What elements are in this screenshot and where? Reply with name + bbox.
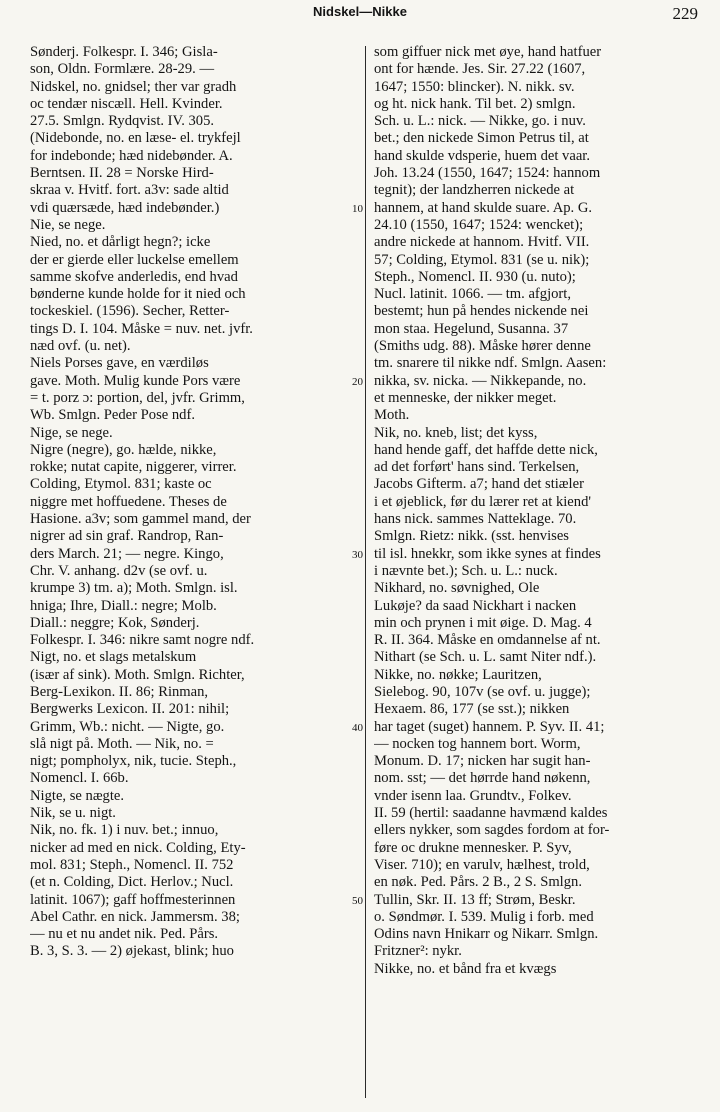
text-line: Nik, no. fk. 1) i nuv. bet.; innuo, (30, 822, 219, 839)
text-line: Nikke, no. nøkke; Lauritzen, (374, 666, 542, 683)
text-line: ders March. 21; — negre. Kingo, (30, 545, 224, 562)
page-number: 229 (672, 4, 698, 23)
text-line: skraa v. Hvitf. fort. a3v: sade altid (30, 182, 229, 199)
text-line: son, Oldn. Formlære. 28-29. — (30, 61, 215, 78)
text-line: for indebonde; hæd nidebønder. A. (30, 147, 233, 164)
text-line: Fritzner²: nykr. (374, 943, 462, 960)
text-line: hannem, at hand skulde suare. Ap. G. (374, 199, 593, 216)
text-line: i et øjeblick, før du lærer ret at kiend' (374, 493, 592, 510)
text-line: nicker ad med en nick. Colding, Ety- (30, 839, 246, 856)
line-number: 50 (352, 894, 363, 907)
text-line: et menneske, der nikker meget. (374, 389, 557, 406)
text-line: som giffuer nick met øye, hand hatfuer (374, 44, 602, 60)
text-line: slå nigt på. Moth. — Nik, no. = (30, 735, 214, 752)
line-number: 40 (352, 721, 363, 734)
text-line: Nucl. latinit. 1066. — tm. afgjort, (374, 286, 571, 303)
text-line: Diall.: neggre; Kok, Sønderj. (30, 614, 200, 631)
text-line: Nige, se nege. (30, 424, 113, 441)
text-line: der er gierde eller luckelse emellem (30, 251, 239, 268)
text-line: vdi quærsæde, hæd indebønder.) (30, 199, 220, 216)
text-line: Nikhard, no. søvnighed, Ole (374, 580, 540, 597)
text-line: Nigre (negre), go. hælde, nikke, (30, 441, 217, 458)
line-number: 30 (352, 548, 363, 561)
text-line: Monum. D. 17; nicken har sugit han- (374, 753, 591, 770)
text-line: tockeskiel. (1596). Secher, Retter- (30, 303, 230, 320)
text-line: Bergwerks Lexicon. II. 201: nihil; (30, 701, 230, 718)
running-head: Nidskel—Nikke (313, 4, 407, 19)
text-line: 24.10 (1550, 1647; 1524: wencket); (374, 216, 584, 233)
text-line: (et n. Colding, Dict. Herlov.; Nucl. (30, 874, 234, 891)
text-line: samme skofve anderledis, end hvad (30, 268, 238, 285)
text-line: Nik, se u. nigt. (30, 805, 116, 822)
text-line: Moth. (374, 407, 410, 424)
text-line: Steph., Nomencl. II. 930 (u. nuto); (374, 268, 576, 285)
text-line: min och prynen i mit øige. D. Mag. 4 (374, 614, 592, 631)
text-line: vnder isenn laa. Grundtv., Folkev. (374, 787, 572, 804)
text-line: føre oc drukne mennesker. P. Syv, (374, 839, 572, 856)
right-column (374, 44, 700, 978)
text-line: Nie, se nege. (30, 216, 106, 233)
text-line: — nocken tog hannem bort. Worm, (374, 735, 581, 752)
text-line: (især af sink). Moth. Smlgn. Richter, (30, 666, 245, 683)
text-line: bet.; den nickede Simon Petrus til, at (374, 130, 589, 147)
text-line: hand hende gaff, det haffde dette nick, (374, 441, 598, 458)
text-line: R. II. 364. Måske en omdannelse af nt. (374, 632, 601, 649)
text-line: hans nick. sammes Natteklage. 70. (374, 511, 577, 528)
text-line: og ht. nick hank. Til bet. 2) smlgn. (374, 95, 576, 112)
text-line: ad det forført' hans sind. Terkelsen, (374, 459, 580, 476)
text-line: oc tendær niscæll. Hell. Kvinder. (30, 95, 223, 112)
text-line: — nu et nu andet nik. Ped. Pårs. (30, 926, 219, 943)
text-line: krumpe 3) tm. a); Moth. Smlgn. isl. (30, 580, 238, 597)
text-line: Nomencl. I. 66b. (30, 770, 129, 787)
text-line: latinit. 1067); gaff hoffmesterinnen (30, 891, 236, 908)
text-line: rokke; nutat capite, niggerer, virrer. (30, 459, 237, 476)
text-line: Nikke, no. et bånd fra et kvægs (374, 960, 557, 977)
text-line: Abel Cathr. en nick. Jammersm. 38; (30, 908, 240, 925)
text-line: har taget (suget) hannem. P. Syv. II. 41; (374, 718, 605, 735)
text-line: en nøk. Ped. Pårs. 2 B., 2 S. Smlgn. (374, 874, 582, 891)
text-line: 1647; 1550: blincker). N. nikk. sv. (374, 78, 575, 95)
text-line: Folkespr. I. 346: nikre samt nogre ndf. (30, 632, 255, 649)
text-line: Nied, no. et dårligt hegn?; icke (30, 234, 211, 251)
text-line: Sønderj. Folkespr. I. 346; Gisla- (30, 44, 218, 60)
text-line: Smlgn. Rietz: nikk. (sst. henvises (374, 528, 569, 545)
text-line: bestemt; hun på hendes nickende nei (374, 303, 589, 320)
text-line: tm. snarere til nikke ndf. Smlgn. Aasen: (374, 355, 607, 372)
text-line: Colding, Etymol. 831; kaste oc (30, 476, 212, 493)
text-line: nom. sst; — det hørrde hand nøkenn, (374, 770, 591, 787)
text-line: = t. porz ɔ: portion, del, jvfr. Grimm, (30, 389, 245, 406)
text-line: Wb. Smlgn. Peder Pose ndf. (30, 407, 195, 424)
left-column (30, 44, 356, 961)
text-line: nikka, sv. nicka. — Nikkepande, no. (374, 372, 587, 389)
text-line: tegnit); der landzherren nickede at (374, 182, 575, 199)
text-line: andre nickede at hannom. Hvitf. VII. (374, 234, 590, 251)
text-line: nigt; pompholyx, nik, tucie. Steph., (30, 753, 237, 770)
text-line: mol. 831; Steph., Nomencl. II. 752 (30, 856, 234, 873)
text-line: Viser. 710); en varulv, hælhest, trold, (374, 856, 590, 873)
text-line: Nidskel, no. gnidsel; ther var gradh (30, 78, 237, 95)
text-line: tings D. I. 104. Måske = nuv. net. jvfr. (30, 320, 253, 337)
text-line: Odins navn Hnikarr og Nikarr. Smlgn. (374, 926, 599, 943)
text-line: mon staa. Hegelund, Susanna. 37 (374, 320, 569, 337)
text-line: (Smiths udg. 88). Måske hører denne (374, 338, 591, 355)
text-line: B. 3, S. 3. — 2) øjekast, blink; huo (30, 943, 234, 960)
line-number: 20 (352, 375, 363, 388)
text-line: Jacobs Gifterm. a7; hand det stiæler (374, 476, 584, 493)
text-line: Nithart (se Sch. u. L. samt Niter ndf.). (374, 649, 597, 666)
text-line: Nik, no. kneb, list; det kyss, (374, 424, 538, 441)
text-line: Chr. V. anhang. d2v (se ovf. u. (30, 562, 208, 579)
text-line: (Nidebonde, no. en læse- el. trykfejl (30, 130, 241, 147)
text-line: Tullin, Skr. II. 13 ff; Strøm, Beskr. (374, 891, 576, 908)
text-line: ellers nykker, som sagdes fordom at for- (374, 822, 610, 839)
text-line: Sielebog. 90, 107v (se ovf. u. jugge); (374, 683, 591, 700)
text-line: nigrer ad sin graf. Randrop, Ran- (30, 528, 224, 545)
text-line: næd ovf. (u. net). (30, 338, 131, 355)
text-line: Niels Porses gave, en værdiløs (30, 355, 209, 372)
line-number: 10 (352, 202, 363, 215)
text-line: hniga; Ihre, Diall.: negre; Molb. (30, 597, 217, 614)
text-line: i nævnte bet.); Sch. u. L.: nuck. (374, 562, 558, 579)
text-line: Hexaem. 86, 177 (se sst.); nikken (374, 701, 570, 718)
text-line: niggre met hoffuedene. Theses de (30, 493, 227, 510)
text-line: o. Søndmør. I. 539. Mulig i forb. med (374, 908, 594, 925)
text-line: Berg-Lexikon. II. 86; Rinman, (30, 683, 209, 700)
text-line: Hasione. a3v; som gammel mand, der (30, 511, 251, 528)
text-line: gave. Moth. Mulig kunde Pors være (30, 372, 241, 389)
text-line: bønderne kunde holde for it nied och (30, 286, 246, 303)
text-line: Berntsen. II. 28 = Norske Hird- (30, 165, 214, 182)
text-line: ont for hænde. Jes. Sir. 27.22 (1607, (374, 61, 586, 78)
text-line: Joh. 13.24 (1550, 1647; 1524: hannom (374, 165, 601, 182)
text-line: Nigte, se nægte. (30, 787, 125, 804)
text-line: Sch. u. L.: nick. — Nikke, go. i nuv. (374, 113, 586, 130)
text-line: Lukøje? da saad Nickhart i nacken (374, 597, 577, 614)
text-line: II. 59 (hertil: saadanne havmænd kaldes (374, 805, 608, 822)
text-line: hand skulde vdsperie, huem det vaar. (374, 147, 591, 164)
text-line: 57; Colding, Etymol. 831 (se u. nik); (374, 251, 590, 268)
text-line: til isl. hnekkr, som ikke synes at findes (374, 545, 601, 562)
text-line: Grimm, Wb.: nicht. — Nigte, go. (30, 718, 225, 735)
text-line: Nigt, no. et slags metalskum (30, 649, 197, 666)
text-line: 27.5. Smlgn. Rydqvist. IV. 305. (30, 113, 215, 130)
page-header (0, 4, 720, 26)
